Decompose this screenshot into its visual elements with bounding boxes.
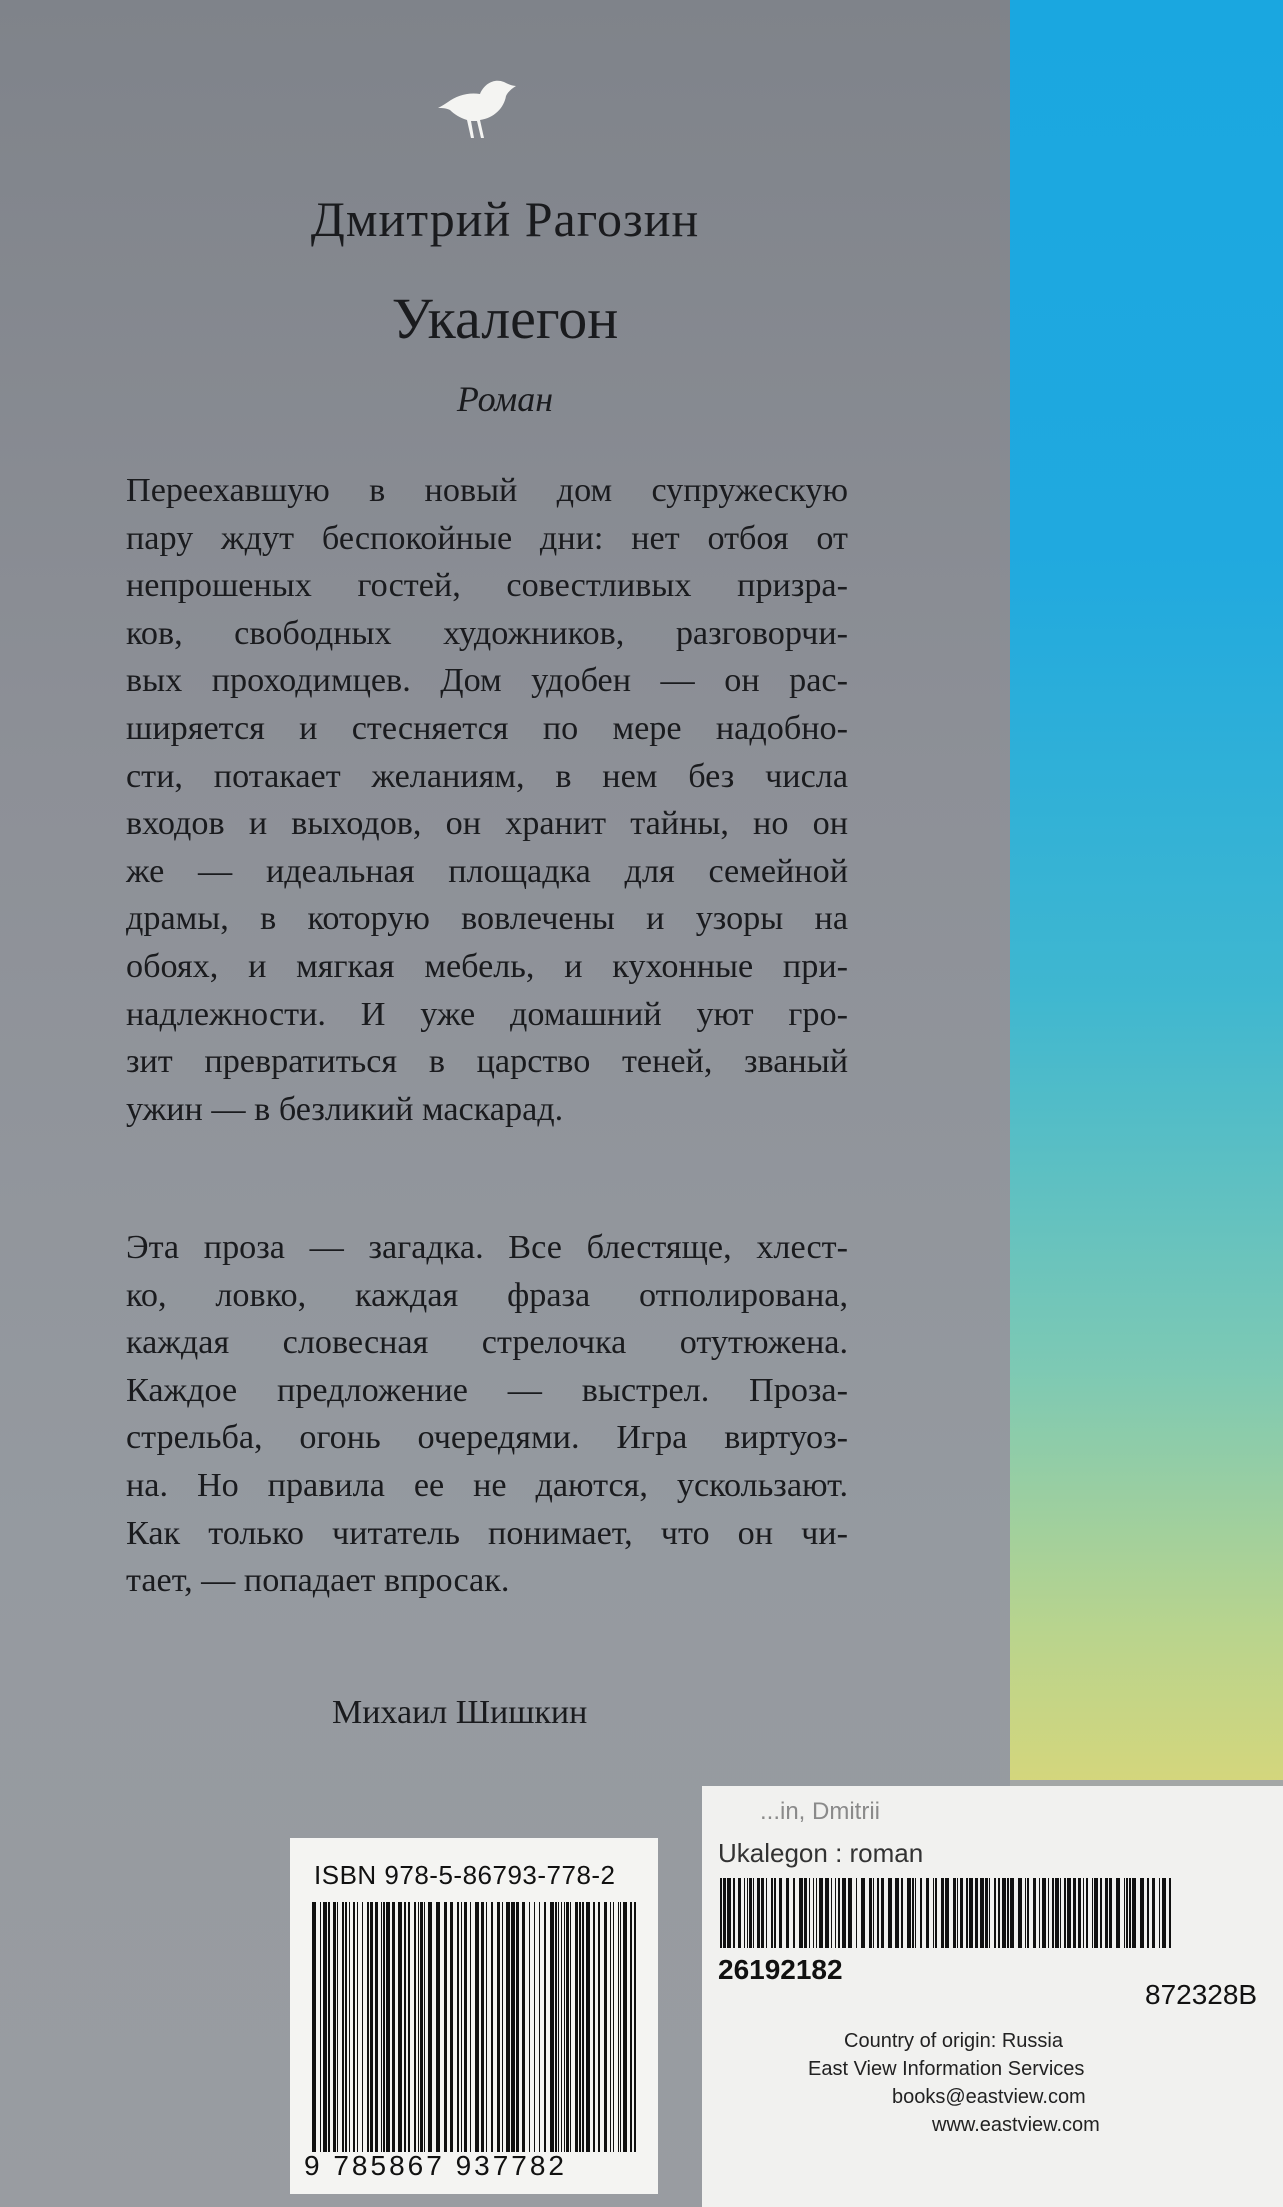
sticker-title: Ukalegon : roman: [718, 1838, 924, 1868]
barcode-bar: [1073, 1878, 1076, 1948]
barcode-bar: [842, 1878, 846, 1948]
isbn-barcode-label: [290, 1838, 658, 2194]
barcode-bar: [1140, 1878, 1144, 1948]
barcode-bar: [1105, 1878, 1108, 1948]
barcode-bar: [634, 1902, 636, 2152]
barcode-bar: [464, 1902, 467, 2152]
barcode-bar: [345, 1902, 347, 2152]
barcode-bar: [1086, 1878, 1088, 1948]
barcode-bar: [353, 1902, 355, 2152]
barcode-bar: [1007, 1878, 1009, 1948]
barcode-bar: [620, 1902, 621, 2152]
barcode-bar: [381, 1902, 382, 2152]
barcode-bar: [753, 1878, 754, 1948]
barcode-bar: [1078, 1878, 1081, 1948]
barcode-bar: [349, 1902, 350, 2152]
barcode-bar: [1159, 1878, 1160, 1948]
barcode-bar: [323, 1902, 327, 2152]
blurb-line: надлежности. И уже домашний уют гро-: [126, 995, 848, 1033]
isbn-digits: 9 785867 937782: [304, 2150, 567, 2181]
barcode-bar: [749, 1878, 752, 1948]
barcode-bar: [1039, 1878, 1040, 1948]
barcode-bar: [424, 1902, 425, 2152]
barcode-bar: [392, 1902, 395, 2152]
author-name: Дмитрий Рагозин: [310, 191, 700, 247]
bird-icon: [438, 68, 520, 146]
barcode-bar: [901, 1878, 903, 1948]
barcode-bar: [320, 1902, 321, 2152]
barcode-bar: [980, 1878, 984, 1948]
barcode-bar: [1002, 1878, 1006, 1948]
barcode-bar: [933, 1878, 934, 1948]
barcode-bar: [461, 1902, 462, 2152]
barcode-bar: [457, 1902, 459, 2152]
blurb-line: непрошеных гостей, совестливых призра-: [126, 567, 848, 605]
barcode-bar: [1162, 1878, 1166, 1948]
barcode-bar: [337, 1902, 338, 2152]
barcode-bar: [555, 1902, 557, 2152]
barcode-bar: [774, 1878, 776, 1948]
barcode-bar: [809, 1878, 810, 1948]
barcode-bar: [497, 1902, 500, 2152]
sticker-number: 872328B: [1145, 1979, 1258, 2010]
barcode-bar: [475, 1902, 479, 2152]
barcode-bar: [342, 1902, 344, 2152]
blurb-line: Эта проза — загадка. Все блестяще, хлест-: [126, 1229, 848, 1266]
review-signature: Михаил Шишкин: [332, 1694, 588, 1731]
barcode-bar: [1027, 1878, 1029, 1948]
barcode-bar: [328, 1902, 330, 2152]
barcode-bar: [953, 1878, 956, 1948]
barcode-bar: [848, 1878, 852, 1948]
barcode-bar: [1147, 1878, 1149, 1948]
barcode-bar: [610, 1902, 611, 2152]
barcode-bar: [420, 1902, 423, 2152]
barcode-bar: [550, 1902, 554, 2152]
barcode-bar: [470, 1902, 471, 2152]
barcode-bar: [1116, 1878, 1120, 1948]
barcode-bar: [506, 1902, 510, 2152]
barcode-bar: [575, 1902, 578, 2152]
barcode-bar: [941, 1878, 944, 1948]
barcode-bar: [362, 1902, 363, 2152]
barcode-bar: [975, 1878, 978, 1948]
barcode-bar: [398, 1902, 402, 2152]
blurb-line: Переехавшую в новый дом супружескую: [126, 472, 848, 509]
barcode-bar: [604, 1902, 607, 2152]
barcode-bar: [935, 1878, 937, 1948]
barcode-bar: [744, 1878, 745, 1948]
barcode-bar: [888, 1878, 892, 1948]
barcode-bar: [367, 1902, 369, 2152]
barcode-bar: [915, 1878, 916, 1948]
barcode-bar: [408, 1902, 410, 2152]
barcode-bar: [375, 1902, 378, 2152]
barcode-bar: [960, 1878, 963, 1948]
book-title: Укалегон: [391, 286, 619, 351]
barcode-bar: [1048, 1878, 1049, 1948]
barcode-bar: [370, 1902, 373, 2152]
barcode-bar: [516, 1902, 519, 2152]
sticker-country: Country of origin: Russia: [844, 2030, 1063, 2052]
blurb-paragraph-2: [126, 1224, 848, 1605]
barcode-bar: [881, 1878, 884, 1948]
barcode-bar: [450, 1902, 453, 2152]
blurb-line: пару ждут беспокойные дни: нет отбоя от: [126, 519, 848, 557]
blurb-line: же — идеальная площадка для семейной: [126, 852, 848, 890]
barcode-bar: [994, 1878, 996, 1948]
barcode-bar: [1129, 1878, 1131, 1948]
blurb-paragraph-1: [126, 467, 848, 1133]
barcode-bar: [1132, 1878, 1136, 1948]
barcode-bar: [856, 1878, 857, 1948]
barcode-bar: [1094, 1878, 1098, 1948]
barcode-bar: [799, 1878, 803, 1948]
barcode-bar: [1025, 1878, 1026, 1948]
barcode-bar: [926, 1878, 929, 1948]
barcode-bar: [383, 1902, 385, 2152]
barcode-bar: [1033, 1878, 1036, 1948]
barcode-bar: [357, 1902, 358, 2152]
barcode-bar: [861, 1878, 865, 1948]
barcode-bar: [945, 1878, 949, 1948]
barcode-bar: [747, 1878, 748, 1948]
barcode-bar: [414, 1902, 416, 2152]
sticker-company: East View Information Services: [808, 2058, 1085, 2080]
barcode-bar: [566, 1902, 569, 2152]
blurb-line: сти, потакает желаниям, в нем без числа: [126, 757, 848, 795]
barcode-bar: [723, 1878, 726, 1948]
barcode-bar: [1064, 1878, 1066, 1948]
barcode-bar: [582, 1902, 584, 2152]
barcode-bar: [1052, 1878, 1054, 1948]
barcode-bar: [613, 1902, 614, 2152]
barcode-bar: [786, 1878, 789, 1948]
blurb-line: каждая словесная стрелочка отутюжена.: [126, 1324, 848, 1362]
barcode-bar: [558, 1902, 559, 2152]
barcode-bar: [579, 1902, 581, 2152]
barcode-bar: [825, 1878, 829, 1948]
blurb-line: Как только читатель понимает, что он чи-: [126, 1514, 848, 1552]
barcode-bar: [912, 1878, 914, 1948]
barcode-bar: [1055, 1878, 1059, 1948]
barcode-bar: [835, 1878, 836, 1948]
barcode-bar: [873, 1878, 874, 1948]
barcode-bar: [418, 1902, 419, 2152]
barcode-bar: [816, 1878, 817, 1948]
barcode-bar: [877, 1878, 879, 1948]
barcode-bar: [444, 1902, 447, 2152]
barcode-bar: [511, 1902, 515, 2152]
blurb-line: ков, свободных художников, разговорчи-: [126, 614, 848, 652]
isbn-barcode: [310, 1902, 640, 2152]
barcode-bar: [793, 1878, 795, 1948]
blurb-line: зит превратиться в царство теней, званый: [126, 1043, 848, 1081]
barcode-bar: [779, 1878, 782, 1948]
barcode-bar: [502, 1902, 503, 2152]
barcode-bar: [404, 1902, 406, 2152]
barcode-bar: [544, 1902, 546, 2152]
barcode-bar: [738, 1878, 741, 1948]
barcode-bar: [998, 1878, 1000, 1948]
barcode-bar: [561, 1902, 562, 2152]
barcode-bar: [529, 1902, 530, 2152]
barcode-bar: [618, 1902, 619, 2152]
barcode-bar: [771, 1878, 773, 1948]
barcode-bar: [766, 1878, 767, 1948]
barcode-bar: [813, 1878, 814, 1948]
blurb-line: обоях, и мягкая мебель, и кухонные при-: [126, 947, 848, 985]
barcode-bar: [985, 1878, 988, 1948]
barcode-bar: [1126, 1878, 1128, 1948]
sticker-email: books@eastview.com: [892, 2086, 1086, 2108]
barcode-bar: [436, 1902, 440, 2152]
barcode-bar: [1100, 1878, 1102, 1948]
barcode-bar: [481, 1902, 484, 2152]
barcode-bar: [907, 1878, 911, 1948]
barcode-bar: [957, 1878, 958, 1948]
barcode-bar: [1152, 1878, 1155, 1948]
barcode-bar: [1060, 1878, 1061, 1948]
barcode-bar: [570, 1902, 571, 2152]
blurb-line: вых проходимцев. Дом удобен — он рас-: [126, 662, 848, 700]
barcode-bar: [1018, 1878, 1022, 1948]
barcode-bar: [804, 1878, 807, 1948]
barcode-bar: [1067, 1878, 1071, 1948]
barcode-bar: [1092, 1878, 1093, 1948]
barcode-bar: [1042, 1878, 1046, 1948]
barcode-bar: [819, 1878, 823, 1948]
blurb-line: на. Но правила ее не даются, ускользают.: [126, 1466, 848, 1504]
blurb-line: ужин — в безликий маскарад.: [126, 1090, 564, 1128]
barcode-bar: [1010, 1878, 1014, 1948]
blurb-line: стрельба, огонь очередями. Игра виртуоз-: [126, 1419, 848, 1457]
barcode-bar: [720, 1878, 722, 1948]
library-sticker: [702, 1786, 1283, 2207]
barcode-bar: [1169, 1878, 1171, 1948]
sticker-author: ...in, Dmitrii: [760, 1798, 880, 1825]
barcode-bar: [593, 1902, 595, 2152]
genre-label: Роман: [456, 379, 554, 419]
barcode-bar: [623, 1902, 627, 2152]
barcode-bar: [586, 1902, 590, 2152]
barcode-bar: [534, 1902, 535, 2152]
barcode-bar: [491, 1902, 493, 2152]
sticker-code: 26192182: [718, 1954, 843, 1985]
barcode-bar: [989, 1878, 990, 1948]
barcode-bar: [333, 1902, 336, 2152]
barcode-bar: [1124, 1878, 1125, 1948]
blurb-line: входов и выходов, он хранит тайны, но он: [126, 805, 848, 843]
barcode-bar: [869, 1878, 872, 1948]
barcode-bar: [838, 1878, 840, 1948]
barcode-bar: [312, 1902, 316, 2152]
barcode-bar: [1109, 1878, 1112, 1948]
barcode-bar: [966, 1878, 968, 1948]
barcode-bar: [757, 1878, 760, 1948]
sticker-website: www.eastview.com: [932, 2114, 1100, 2136]
barcode-bar: [733, 1878, 735, 1948]
barcode-bar: [428, 1902, 432, 2152]
barcode-bar: [564, 1902, 565, 2152]
barcode-bar: [630, 1902, 632, 2152]
barcode-bar: [486, 1902, 487, 2152]
barcode-bar: [1083, 1878, 1084, 1948]
blurb-line: тает, — попадает впросак.: [126, 1562, 510, 1600]
blurb-line: ко, ловко, каждая фраза отполирована,: [126, 1276, 848, 1314]
barcode-bar: [727, 1878, 731, 1948]
barcode-bar: [522, 1902, 525, 2152]
barcode-bar: [539, 1902, 540, 2152]
sticker-barcode: [718, 1878, 1178, 1948]
barcode-bar: [895, 1878, 899, 1948]
isbn-text: ISBN 978-5-86793-778-2: [314, 1860, 616, 1890]
barcode-bar: [920, 1878, 922, 1948]
barcode-bar: [386, 1902, 390, 2152]
blurb-line: Каждое предложение — выстрел. Проза-: [126, 1371, 848, 1409]
blurb-line: драмы, в которую вовлечены и узоры на: [126, 900, 848, 938]
barcode-bar: [969, 1878, 973, 1948]
blurb-line: ширяется и стесняется по мере надобно-: [126, 709, 848, 747]
barcode-bar: [761, 1878, 764, 1948]
barcode-bar: [598, 1902, 600, 2152]
barcode-bar: [831, 1878, 832, 1948]
